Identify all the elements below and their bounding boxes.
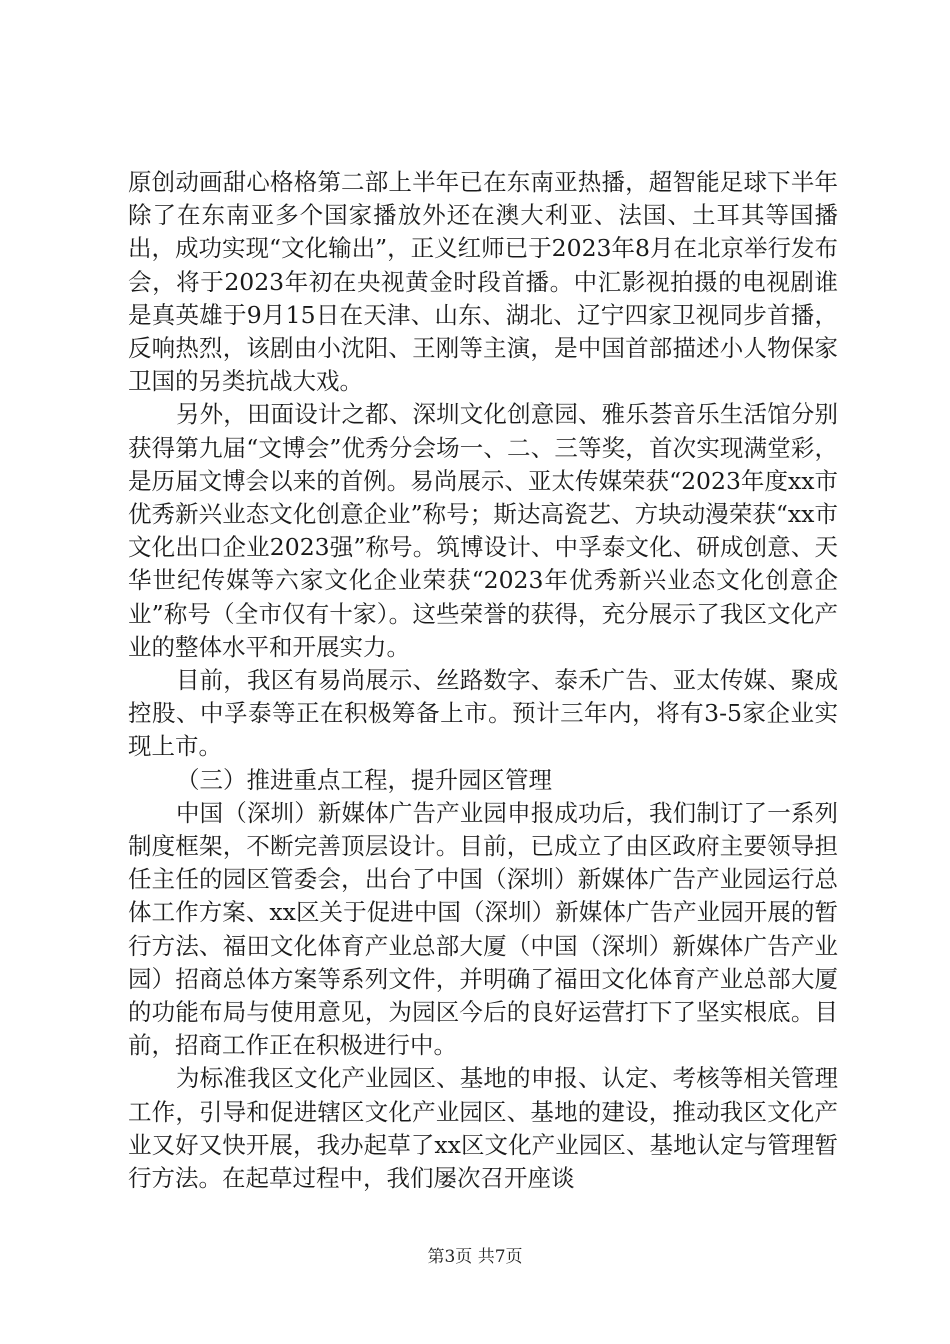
paragraph-animation-tv: 原创动画甜心格格第二部上半年已在东南亚热播，超智能足球下半年除了在东南亚多个国家播放外还在澳大利亚、法国、土耳其等国播出，成功实现“文化输出”，正义红师已于2023年8月在北京举行发布会，将于2023年初在央视黄金时段首播。中汇影视拍摄的电视剧谁是真英雄于9月15日在天津、山东、湖北、辽宁四家卫视同步首播，反响热烈，该剧由小沈阳、王刚等主演，是中国首部描述小人物保家卫国的另类抗战大戏。 bbox=[128, 168, 838, 396]
section-heading: （三）推进重点工程，提升园区管理 bbox=[176, 765, 552, 794]
page-footer: 第3页 共7页 bbox=[427, 1247, 523, 1267]
paragraph-park-management: 为标准我区文化产业园区、基地的申报、认定、考核等相关管理工作，引导和促进辖区文化产业园区、基地的建设，推动我区文化产业又好又快开展，我办起草了xx区文化产业园区、基地认定与管理暂行方法。在起草过程中，我们屡次召开座谈 bbox=[128, 1064, 838, 1193]
paragraph-awards: 另外，田面设计之都、深圳文化创意园、雅乐荟音乐生活馆分别获得第九届“文博会”优秀分会场一、二、三等奖，首次实现满堂彩，是历届文博会以来的首例。易尚展示、亚太传媒荣获“2023年度xx市优秀新兴业态文化创意企业”称号；斯达高瓷艺、方块动漫荣获“xx市文化出口企业2023强”称号。筑博设计、中孚泰文化、研成创意、天华世纪传媒等六家文化企业荣获“2023年优秀新兴业态文化创意企业”称号（全市仅有十家）。这些荣誉的获得，充分展示了我区文化产业的整体水平和开展实力。 bbox=[128, 400, 838, 661]
paragraph-listing: 目前，我区有易尚展示、丝路数字、泰禾广告、亚太传媒、聚成控股、中孚泰等正在积极筹备上市。预计三年内，将有3-5家企业实现上市。 bbox=[128, 666, 838, 761]
document-body bbox=[128, 166, 838, 1195]
paragraph-industrial-park: 中国（深圳）新媒体广告产业园申报成功后，我们制订了一系列制度框架，不断完善顶层设计。目前，已成立了由区政府主要领导担任主任的园区管委会，出台了中国（深圳）新媒体广告产业园运行总体工作方案、xx区关于促进中国（深圳）新媒体广告产业园开展的暂行方法、福田文化体育产业总部大厦（中国（深圳）新媒体广告产业园）招商总体方案等系列文件，并明确了福田文化体育产业总部大厦的功能布局与使用意见，为园区今后的良好运营打下了坚实根底。目前，招商工作正在积极进行中。 bbox=[128, 798, 838, 1060]
